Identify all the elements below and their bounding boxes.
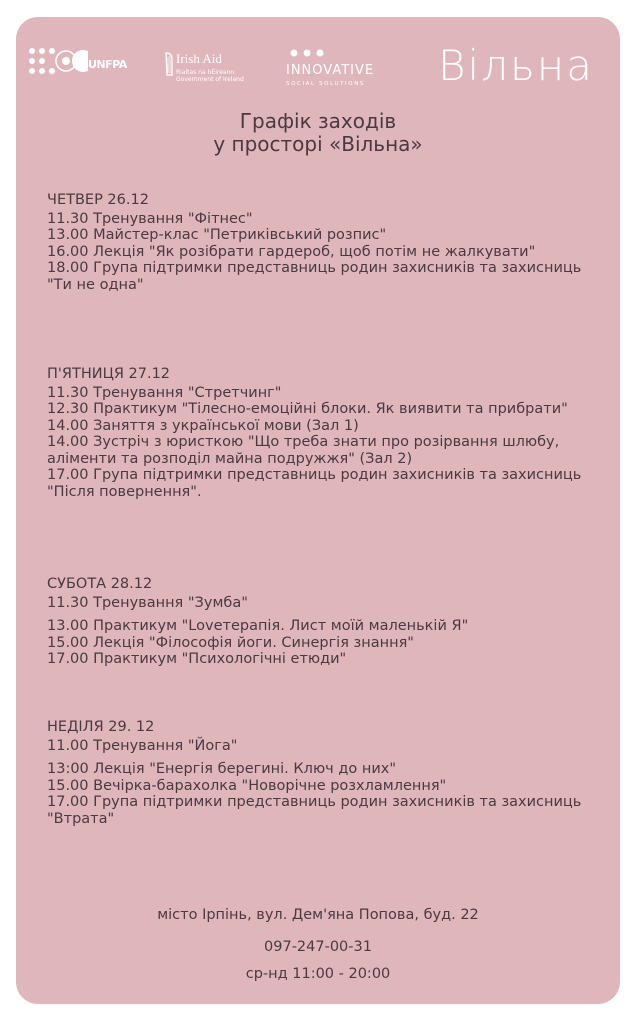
event-item bbox=[47, 635, 607, 652]
event-time: 16.00 bbox=[47, 243, 89, 260]
event-time: 11.00 bbox=[47, 737, 89, 754]
event-item bbox=[47, 467, 607, 500]
day-heading: П'ЯТНИЦЯ 27.12 bbox=[47, 366, 171, 382]
event-text: Група підтримки представниць родин захисників та захисниць "Ти не одна" bbox=[47, 260, 582, 293]
event-text: Тренування "Йога" bbox=[93, 737, 238, 754]
irish-aid-name: Irish Aid bbox=[176, 51, 222, 66]
day-block-thursday bbox=[47, 192, 607, 293]
event-item bbox=[47, 738, 607, 755]
event-text: Лекція "Філософія йоги. Синергія знання" bbox=[93, 634, 414, 651]
event-text: Вечірка-барахолка "Новорічне розхламлення" bbox=[93, 777, 447, 794]
event-time: 12.30 bbox=[47, 401, 89, 417]
event-text: Практикум "Тілесно-емоційні блоки. Як виявити та прибрати" bbox=[93, 401, 568, 417]
event-time: 17.00 bbox=[47, 467, 89, 483]
unfpa-label: UNFPA bbox=[88, 58, 127, 71]
event-item bbox=[47, 618, 607, 635]
event-item bbox=[47, 418, 607, 435]
day-heading: СУБОТА 28.12 bbox=[47, 576, 153, 592]
event-text: Майстер-клас "Петриківський розпис" bbox=[93, 227, 387, 243]
event-text: Практикум "Loveтерапія. Лист моїй маленькій Я" bbox=[93, 618, 469, 634]
event-item bbox=[47, 434, 607, 467]
event-time: 15.00 bbox=[47, 634, 89, 651]
event-text: Заняття з української мови (Зал 1) bbox=[93, 417, 359, 434]
three-dots-icon bbox=[289, 48, 329, 58]
event-text: Група підтримки представниць родин захисників та захисниць "Втрата" bbox=[47, 794, 582, 827]
event-item bbox=[47, 227, 607, 244]
page-title bbox=[16, 110, 620, 156]
day-block-saturday bbox=[47, 576, 607, 668]
event-text: Група підтримки представниць родин захисників та захисниць "Після повернення". bbox=[47, 467, 582, 500]
event-time: 14.00 bbox=[47, 417, 89, 434]
event-item bbox=[47, 794, 607, 827]
phone-number[interactable]: 097-247-00-31 bbox=[264, 939, 372, 955]
event-text: Лекція "Як розібрати гардероб, щоб потім не жалкувати" bbox=[93, 243, 536, 260]
event-time: 13.00 bbox=[47, 227, 89, 243]
event-text: Практикум "Психологічні етюди" bbox=[93, 651, 347, 667]
day-block-friday bbox=[47, 366, 607, 500]
title-line-1: Графік заходів bbox=[239, 109, 397, 133]
poster-card bbox=[16, 17, 620, 1004]
irish-aid-sub-line1: Rialtas na hÉireann bbox=[176, 69, 235, 76]
event-item bbox=[47, 244, 607, 261]
event-time: 11.30 bbox=[47, 210, 89, 227]
event-time: 18.00 bbox=[47, 260, 89, 276]
event-text: Тренування "Фітнес" bbox=[93, 210, 253, 227]
irish-aid-sub-line2: Government of Ireland bbox=[176, 76, 244, 83]
event-text: Тренування "Зумба" bbox=[93, 594, 248, 611]
event-time: 11.30 bbox=[47, 384, 89, 401]
event-time: 14.00 bbox=[47, 434, 89, 450]
day-block-sunday bbox=[47, 719, 607, 827]
event-item bbox=[47, 385, 607, 402]
event-time: 13.00 bbox=[47, 618, 89, 634]
event-item bbox=[47, 761, 607, 778]
innovative-logo bbox=[286, 48, 396, 92]
event-time: 11.30 bbox=[47, 594, 89, 611]
event-text: Зустріч з юристкою "Що треба знати про розірвання шлюбу, аліменти та розподіл майна подружжя" (Зал 2) bbox=[47, 434, 560, 467]
event-text: Лекція "Енергія берегині. Ключ до них" bbox=[93, 761, 396, 777]
partner-logos bbox=[16, 17, 620, 107]
event-time: 17.00 bbox=[47, 794, 94, 810]
event-time: 17.00 bbox=[47, 651, 89, 667]
day-heading: ЧЕТВЕР 26.12 bbox=[47, 192, 149, 208]
event-item bbox=[47, 211, 607, 228]
innovative-name: INNOVATIVE bbox=[286, 63, 375, 78]
event-item bbox=[47, 778, 607, 795]
event-item bbox=[47, 401, 607, 418]
vilna-logo: Вільна bbox=[438, 41, 594, 90]
event-text: Тренування "Стретчинг" bbox=[93, 384, 282, 401]
event-time: 15.00 bbox=[47, 777, 89, 794]
irish-aid-logo bbox=[164, 51, 249, 91]
event-time: 13:00 bbox=[47, 761, 89, 777]
address: місто Ірпінь, вул. Дем'яна Попова, буд. 22 bbox=[157, 907, 479, 923]
event-item bbox=[47, 651, 607, 668]
un-dots-icon bbox=[28, 47, 88, 87]
harp-icon bbox=[164, 51, 174, 77]
opening-hours: ср-нд 11:00 - 20:00 bbox=[245, 966, 391, 982]
irish-aid-subtitle bbox=[176, 69, 244, 83]
innovative-subtitle: SOCIAL SOLUTIONS bbox=[286, 81, 366, 87]
event-item bbox=[47, 260, 607, 293]
unfpa-logo bbox=[28, 47, 127, 87]
event-item bbox=[47, 595, 607, 612]
day-heading: НЕДІЛЯ 29. 12 bbox=[47, 719, 155, 735]
title-line-2: у просторі «Вільна» bbox=[213, 132, 423, 156]
